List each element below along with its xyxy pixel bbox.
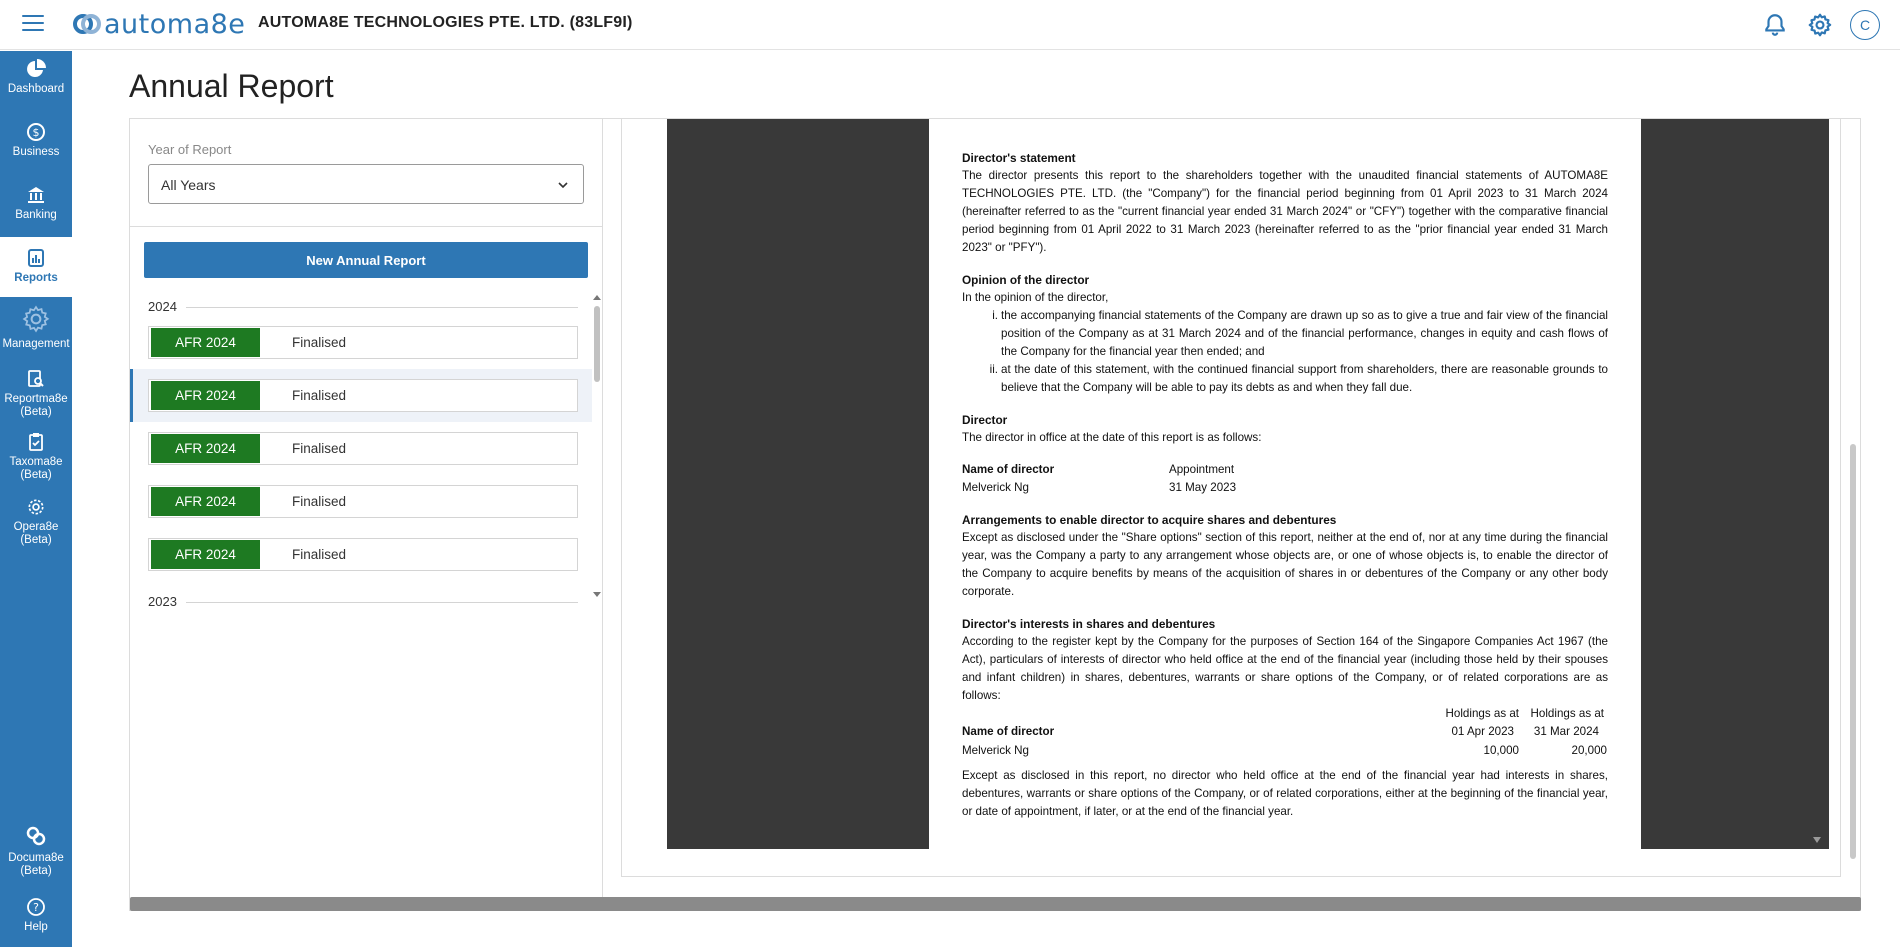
sidebar-item-label: Reportma8e <box>4 393 68 405</box>
table-header: 01 Apr 2023 <box>1451 725 1514 738</box>
sidebar-item-label: (Beta) <box>20 406 52 418</box>
section-body: The director in office at the date of this report is as follows: <box>962 431 1262 444</box>
divider <box>186 602 578 603</box>
divider <box>130 226 602 227</box>
avatar[interactable]: C <box>1850 10 1880 40</box>
annual-report-card <box>129 118 1861 911</box>
report-tag: AFR 2024 <box>151 434 260 463</box>
sidebar-item-reportma8e[interactable] <box>0 369 72 429</box>
logo-text: automa8e <box>104 8 246 40</box>
year-filter-select[interactable] <box>148 164 584 204</box>
report-status: Finalised <box>292 388 347 403</box>
list-item[interactable] <box>130 528 592 581</box>
report-row[interactable] <box>148 432 578 465</box>
gear-icon[interactable] <box>1807 12 1833 38</box>
svg-text:$: $ <box>32 126 40 139</box>
scroll-down-icon[interactable] <box>593 592 601 598</box>
report-row[interactable] <box>148 485 578 518</box>
section-body: According to the register kept by the Company for the purposes of Section 164 of the Singapore Companies Act 1967 (the Act), particulars of interests of director who held office at the end of the financial year (including those held by their spouses and infant children) in shares, debentures, warrants or share options of the Company, or of related corporations are as follows: <box>962 635 1608 702</box>
gear-icon <box>21 304 51 334</box>
section-heading: Director's interests in shares and debentures <box>962 617 1216 631</box>
pdf-page <box>929 119 1641 849</box>
report-list-panel <box>130 119 603 897</box>
table-header: Appointment <box>1169 463 1235 476</box>
section-body: In the opinion of the director, <box>962 291 1109 304</box>
bank-icon <box>26 185 46 205</box>
year-filter-label: Year of Report <box>148 142 232 157</box>
report-row[interactable] <box>148 326 578 359</box>
sidebar-item-label: Management <box>2 338 70 350</box>
link-icon <box>24 824 48 848</box>
section-heading: Opinion of the director <box>962 273 1090 287</box>
table-header: Holdings as at <box>1445 707 1519 720</box>
pie-chart-icon <box>26 59 46 79</box>
list-text: the accompanying financial statements of the Company are drawn up so as to give a true and fair view of the financial position of the Company as at 31 March 2024 and of the financial performance, changes in equity and cash flows of the Company for the financial year then ended; and <box>1001 309 1608 358</box>
sidebar-item-label: Taxoma8e <box>9 456 63 468</box>
svg-text:?: ? <box>33 901 39 914</box>
sidebar-item-opera8e[interactable] <box>0 497 72 557</box>
report-status: Finalised <box>292 335 347 350</box>
sidebar-item-business[interactable] <box>0 122 72 172</box>
page-title: Annual Report <box>129 68 334 104</box>
year-filter-value: All Years <box>161 177 216 193</box>
table-cell: Melverick Ng <box>962 744 1029 757</box>
report-status: Finalised <box>292 494 347 509</box>
preview-scrollbar[interactable] <box>1847 119 1859 869</box>
sidebar-item-help[interactable] <box>0 897 72 941</box>
company-name[interactable]: AUTOMA8E TECHNOLOGIES PTE. LTD. (83LF9I) <box>258 14 633 31</box>
sidebar-item-dashboard[interactable] <box>0 59 72 109</box>
top-bar <box>0 0 1900 50</box>
bell-icon[interactable] <box>1762 12 1788 38</box>
sidebar-item-taxoma8e[interactable] <box>0 432 72 492</box>
sidebar-item-label: Dashboard <box>7 83 65 95</box>
report-status: Finalised <box>292 547 347 562</box>
sidebar-item-label: Opera8e <box>13 521 59 533</box>
table-header: Holdings as at <box>1530 707 1604 720</box>
report-icon <box>26 248 46 268</box>
section-heading: Arrangements to enable director to acquire shares and debentures <box>962 513 1337 527</box>
report-row[interactable] <box>148 538 578 571</box>
list-item <box>988 307 1608 361</box>
sidebar-item-label: Help <box>24 921 48 933</box>
sidebar-item-label: (Beta) <box>20 534 52 546</box>
report-status: Finalised <box>292 441 347 456</box>
list-scrollbar[interactable] <box>593 291 601 601</box>
sidebar-item-management[interactable] <box>0 304 72 362</box>
report-tag: AFR 2024 <box>151 328 260 357</box>
list-item[interactable] <box>130 475 592 528</box>
list-item <box>988 361 1608 397</box>
money-icon <box>26 122 46 142</box>
section-body: Except as disclosed under the "Share options" section of this report, neither at the end of, nor at any time during the financial year, was the Company a party to any arrangement whose objects are, or one of whose objects is, to enable the director of the Company to acquire benefits by means of the acquisition of shares in or debentures of the Company or any other body corporate. <box>962 531 1608 598</box>
sidebar-item-label: Documa8e <box>8 852 64 864</box>
logo[interactable] <box>72 6 245 42</box>
report-tag: AFR 2024 <box>151 381 260 410</box>
clipboard-check-icon <box>26 432 46 452</box>
scroll-up-icon[interactable] <box>593 294 601 300</box>
scrollbar-thumb[interactable] <box>594 306 600 382</box>
pdf-viewer[interactable] <box>621 119 1841 877</box>
logo-icon <box>72 9 102 39</box>
pdf-background <box>667 119 1829 849</box>
table-header: 31 Mar 2024 <box>1533 725 1599 738</box>
scroll-down-icon[interactable] <box>1813 837 1821 843</box>
table-cell: 10,000 <box>1483 744 1519 757</box>
list-text: at the date of this statement, with the continued financial support from shareholders, there are reasonable grounds to believe that the Company will be able to pay its debts as and when they fall due. <box>1001 363 1608 394</box>
report-tag: AFR 2024 <box>151 487 260 516</box>
new-annual-report-button[interactable]: New Annual Report <box>144 242 588 278</box>
list-item[interactable] <box>130 422 592 475</box>
scrollbar-thumb[interactable] <box>1850 444 1856 859</box>
list-item-selected[interactable] <box>130 369 592 422</box>
director-table <box>962 461 1608 497</box>
table-header: Name of director <box>962 725 1055 738</box>
divider <box>186 307 578 308</box>
sidebar-item-label: Business <box>12 146 60 158</box>
horizontal-scrollbar[interactable] <box>130 897 1861 911</box>
section-body: Except as disclosed in this report, no director who held office at the end of the financial year had interests in shares, debentures, warrants or share options of the Company, or of related corporations, either at the beginning of the financial year, or date of appointment, if later, or at the end of the financial year. <box>962 769 1608 818</box>
report-tag: AFR 2024 <box>151 540 260 569</box>
group-heading-2023: 2023 <box>148 594 177 609</box>
section-body: The director presents this report to the shareholders together with the unaudited financial statements of AUTOMA8E TECHNOLOGIES PTE. LTD. (the "Company") for the financial period beginning from 01 April 2023 to 31 March 2024 (hereinafter referred to as the "current financial year ended 31 March 2024" or "CFY") together with the comparative financial period beginning from 01 April 2022 to 31 March 2023 (hereinafter referred to as the "prior financial year ended 31 March 2023" or "PFY"). <box>962 169 1608 254</box>
table-header: Name of director <box>962 463 1055 476</box>
report-preview-panel <box>603 119 1861 897</box>
list-item[interactable] <box>130 316 592 369</box>
help-icon <box>26 897 46 917</box>
table-cell: Melverick Ng <box>962 481 1029 494</box>
sidebar-item-documa8e[interactable] <box>0 824 72 884</box>
sidebar-item-banking[interactable] <box>0 185 72 235</box>
section-heading: Director <box>962 413 1008 427</box>
sidebar-item-label: Reports <box>14 272 58 284</box>
sidebar-item-label: (Beta) <box>20 865 52 877</box>
search-document-icon <box>26 369 46 389</box>
table-cell: 20,000 <box>1571 744 1607 757</box>
table-cell: 31 May 2023 <box>1169 481 1237 494</box>
chevron-down-icon <box>557 180 569 190</box>
sidebar-item-label: (Beta) <box>20 469 52 481</box>
holdings-table <box>962 705 1608 761</box>
list-number: ii. <box>989 363 998 376</box>
sidebar <box>0 51 72 947</box>
report-list <box>130 291 602 609</box>
report-row[interactable] <box>148 379 578 412</box>
section-heading: Director's statement <box>962 151 1076 165</box>
group-heading-2024: 2024 <box>148 299 177 314</box>
cog-icon <box>26 497 46 517</box>
sidebar-item-reports[interactable] <box>0 237 72 297</box>
list-number: i. <box>992 309 998 322</box>
sidebar-item-label: Banking <box>15 209 57 221</box>
menu-icon[interactable] <box>22 15 44 33</box>
